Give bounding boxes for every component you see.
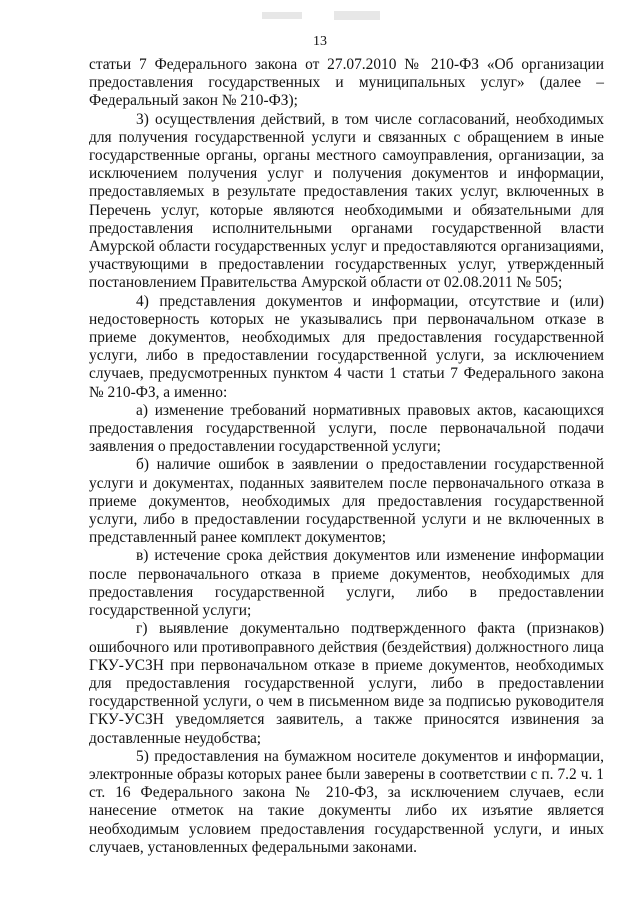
document-body [89,56,604,857]
paragraph-subitem-g: г) выявление документально подтвержденного факта (признаков) ошибочного или противоправного действия (бездействия) должностного лица ГКУ-УСЗН при первоначальном отказе в приеме документов, необходимых для предоставления государственной услуги, либо в предоставлении государственной услуги, о чем в письменном виде за подписью руководителя ГКУ-УСЗН уведомляется заявитель, а также приносятся извинения за доставленные неудобства; [89,620,604,747]
page-number: 13 [313,34,327,49]
paragraph-item-5: 5) предоставления на бумажном носителе документов и информации, электронные образы которых ранее были заверены в соответствии с п. 7.2 ч. 1 ст. 16 Федерального закона № 210-ФЗ, за исключением случаев, если нанесение отметок на такие документы либо их изъятие является необходимым условием предоставления государственной услуги, и иных случаев, установленных федеральными законами. [89,747,604,856]
faint-header-stamp [262,9,380,23]
paragraph-item-4: 4) представления документов и информации, отсутствие и (или) недостоверность которых не указывались при первоначальном отказе в приеме документов, необходимых для предоставления государственной услуги, либо в предоставлении государственной услуги, за исключением случаев, предусмотренных пунктом 4 части 1 статьи 7 Федерального закона № 210-ФЗ, а именно: [89,292,604,401]
paragraph-subitem-v: в) истечение срока действия документов или изменение информации после первоначального отказа в приеме документов, необходимых для предоставления государственной услуги, либо в предоставлении государственной услуги; [89,547,604,620]
paragraph-subitem-a: а) изменение требований нормативных правовых актов, касающихся предоставления государственной услуги, после первоначальной подачи заявления о предоставлении государственной услуги; [89,401,604,456]
paragraph-subitem-b: б) наличие ошибок в заявлении о предоставлении государственной услуги и документах, поданных заявителем после первоначального отказа в приеме документов, необходимых для предоставления государственной услуги, либо в предоставлении государственной услуги и не включенных в представленный ранее комплект документов; [89,456,604,547]
paragraph-continuation: статьи 7 Федерального закона от 27.07.2010 № 210-ФЗ «Об организации предоставления государственных и муниципальных услуг» (далее – Федеральный закон № 210-ФЗ); [89,56,604,110]
paragraph-item-3: 3) осуществления действий, в том числе согласований, необходимых для получения государственной услуги и связанных с обращением в иные государственные органы, органы местного самоуправления, организации, за исключением получения услуг и получения документов и информации, предоставляемых в результате предоставления таких услуг, включенных в Перечень услуг, которые являются необходимыми и обязательными для предоставления исполнительными органами государственной власти Амурской области государственных услуг и предоставляются организациями, участвующими в предоставлении государственных услуг, утвержденный постановлением Правительства Амурской области от 02.08.2011 № 505; [89,110,604,292]
